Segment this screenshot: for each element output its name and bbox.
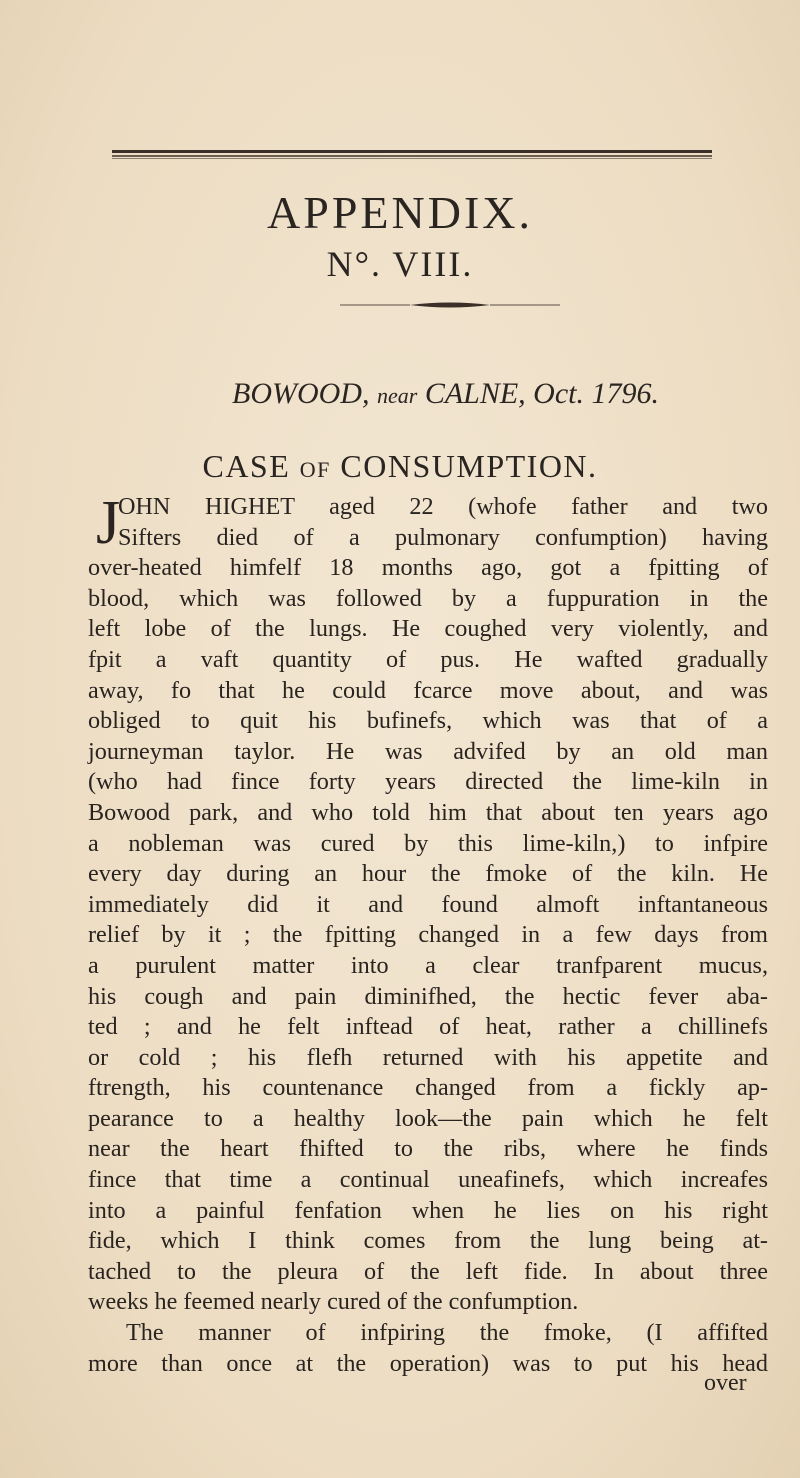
appendix-title: APPENDIX. bbox=[267, 187, 533, 238]
body-line: a nobleman was cured by this lime-kiln,) to infpire bbox=[88, 829, 768, 857]
body-line: journeyman taylor. He was advifed by an old man bbox=[88, 737, 768, 765]
body-line: every day during an hour the fmoke of the kiln. He bbox=[88, 860, 768, 888]
body-line: The manner of infpiring the fmoke, (I affifted bbox=[126, 1319, 768, 1347]
body-line: fince that time a continual uneafinefs, which increafes bbox=[88, 1166, 768, 1194]
case-heading bbox=[0, 448, 800, 485]
body-line: OHN HIGHET aged 22 (whofe father and two bbox=[118, 493, 768, 520]
top-rule-ornament bbox=[112, 148, 712, 162]
case-word: CASE bbox=[202, 448, 291, 484]
case-of: OF bbox=[299, 457, 331, 482]
body-line: fide, which I think comes from the lung being at- bbox=[88, 1227, 768, 1255]
body-line: (who had fince forty years directed the lime-kiln in bbox=[88, 768, 768, 796]
dateline-place: BOWOOD, bbox=[232, 377, 370, 410]
body-line: over-heated himfelf 18 months ago, got a fpitting of bbox=[88, 554, 768, 582]
dateline-date: Oct. 1796. bbox=[533, 377, 659, 410]
body-line: his cough and pain diminifhed, the hectic fever aba- bbox=[88, 982, 768, 1010]
body-line: more than once at the operation) was to put his head bbox=[88, 1349, 768, 1377]
body-line: pearance to a healthy look—the pain which he felt bbox=[88, 1104, 768, 1132]
dateline bbox=[232, 377, 659, 411]
section-divider bbox=[340, 300, 560, 310]
body-line: or cold ; his flefh returned with his appetite and bbox=[88, 1043, 768, 1071]
body-text bbox=[88, 489, 768, 1379]
catchword: over bbox=[704, 1370, 747, 1396]
body-line: near the heart fhifted to the ribs, where he finds bbox=[88, 1135, 768, 1163]
body-line: away, fo that he could fcarce move about, and was bbox=[88, 676, 768, 704]
body-line: obliged to quit his bufinefs, which was that of a bbox=[88, 707, 768, 735]
dateline-town: CALNE, bbox=[424, 377, 526, 410]
drop-cap: J bbox=[96, 489, 121, 557]
body-line: Sifters died of a pulmonary confumption) having bbox=[118, 523, 768, 551]
body-line: a purulent matter into a clear tranfparent mucus, bbox=[88, 951, 768, 979]
body-line: fpit a vaft quantity of pus. He wafted gradually bbox=[88, 645, 768, 673]
body-line: left lobe of the lungs. He coughed very violently, and bbox=[88, 615, 768, 643]
body-line: immediately did it and found almoft inftantaneous bbox=[88, 890, 768, 918]
appendix-number: N°. VIII. bbox=[326, 244, 474, 284]
body-line: relief by it ; the fpitting changed in a few days from bbox=[88, 921, 768, 949]
dateline-near: near bbox=[376, 383, 418, 408]
case-subject: CONSUMPTION. bbox=[340, 448, 598, 484]
body-line: tached to the pleura of the left fide. In about three bbox=[88, 1257, 768, 1285]
body-line: ftrength, his countenance changed from a fickly ap- bbox=[88, 1074, 768, 1102]
body-line: weeks he feemed nearly cured of the confumption. bbox=[88, 1288, 579, 1316]
body-line: Bowood park, and who told him that about ten years ago bbox=[88, 798, 768, 826]
body-line: ted ; and he felt inftead of heat, rather a chillinefs bbox=[88, 1013, 768, 1041]
body-line: blood, which was followed by a fuppuration in the bbox=[88, 584, 768, 612]
body-line: into a painful fenfation when he lies on his right bbox=[88, 1196, 768, 1224]
